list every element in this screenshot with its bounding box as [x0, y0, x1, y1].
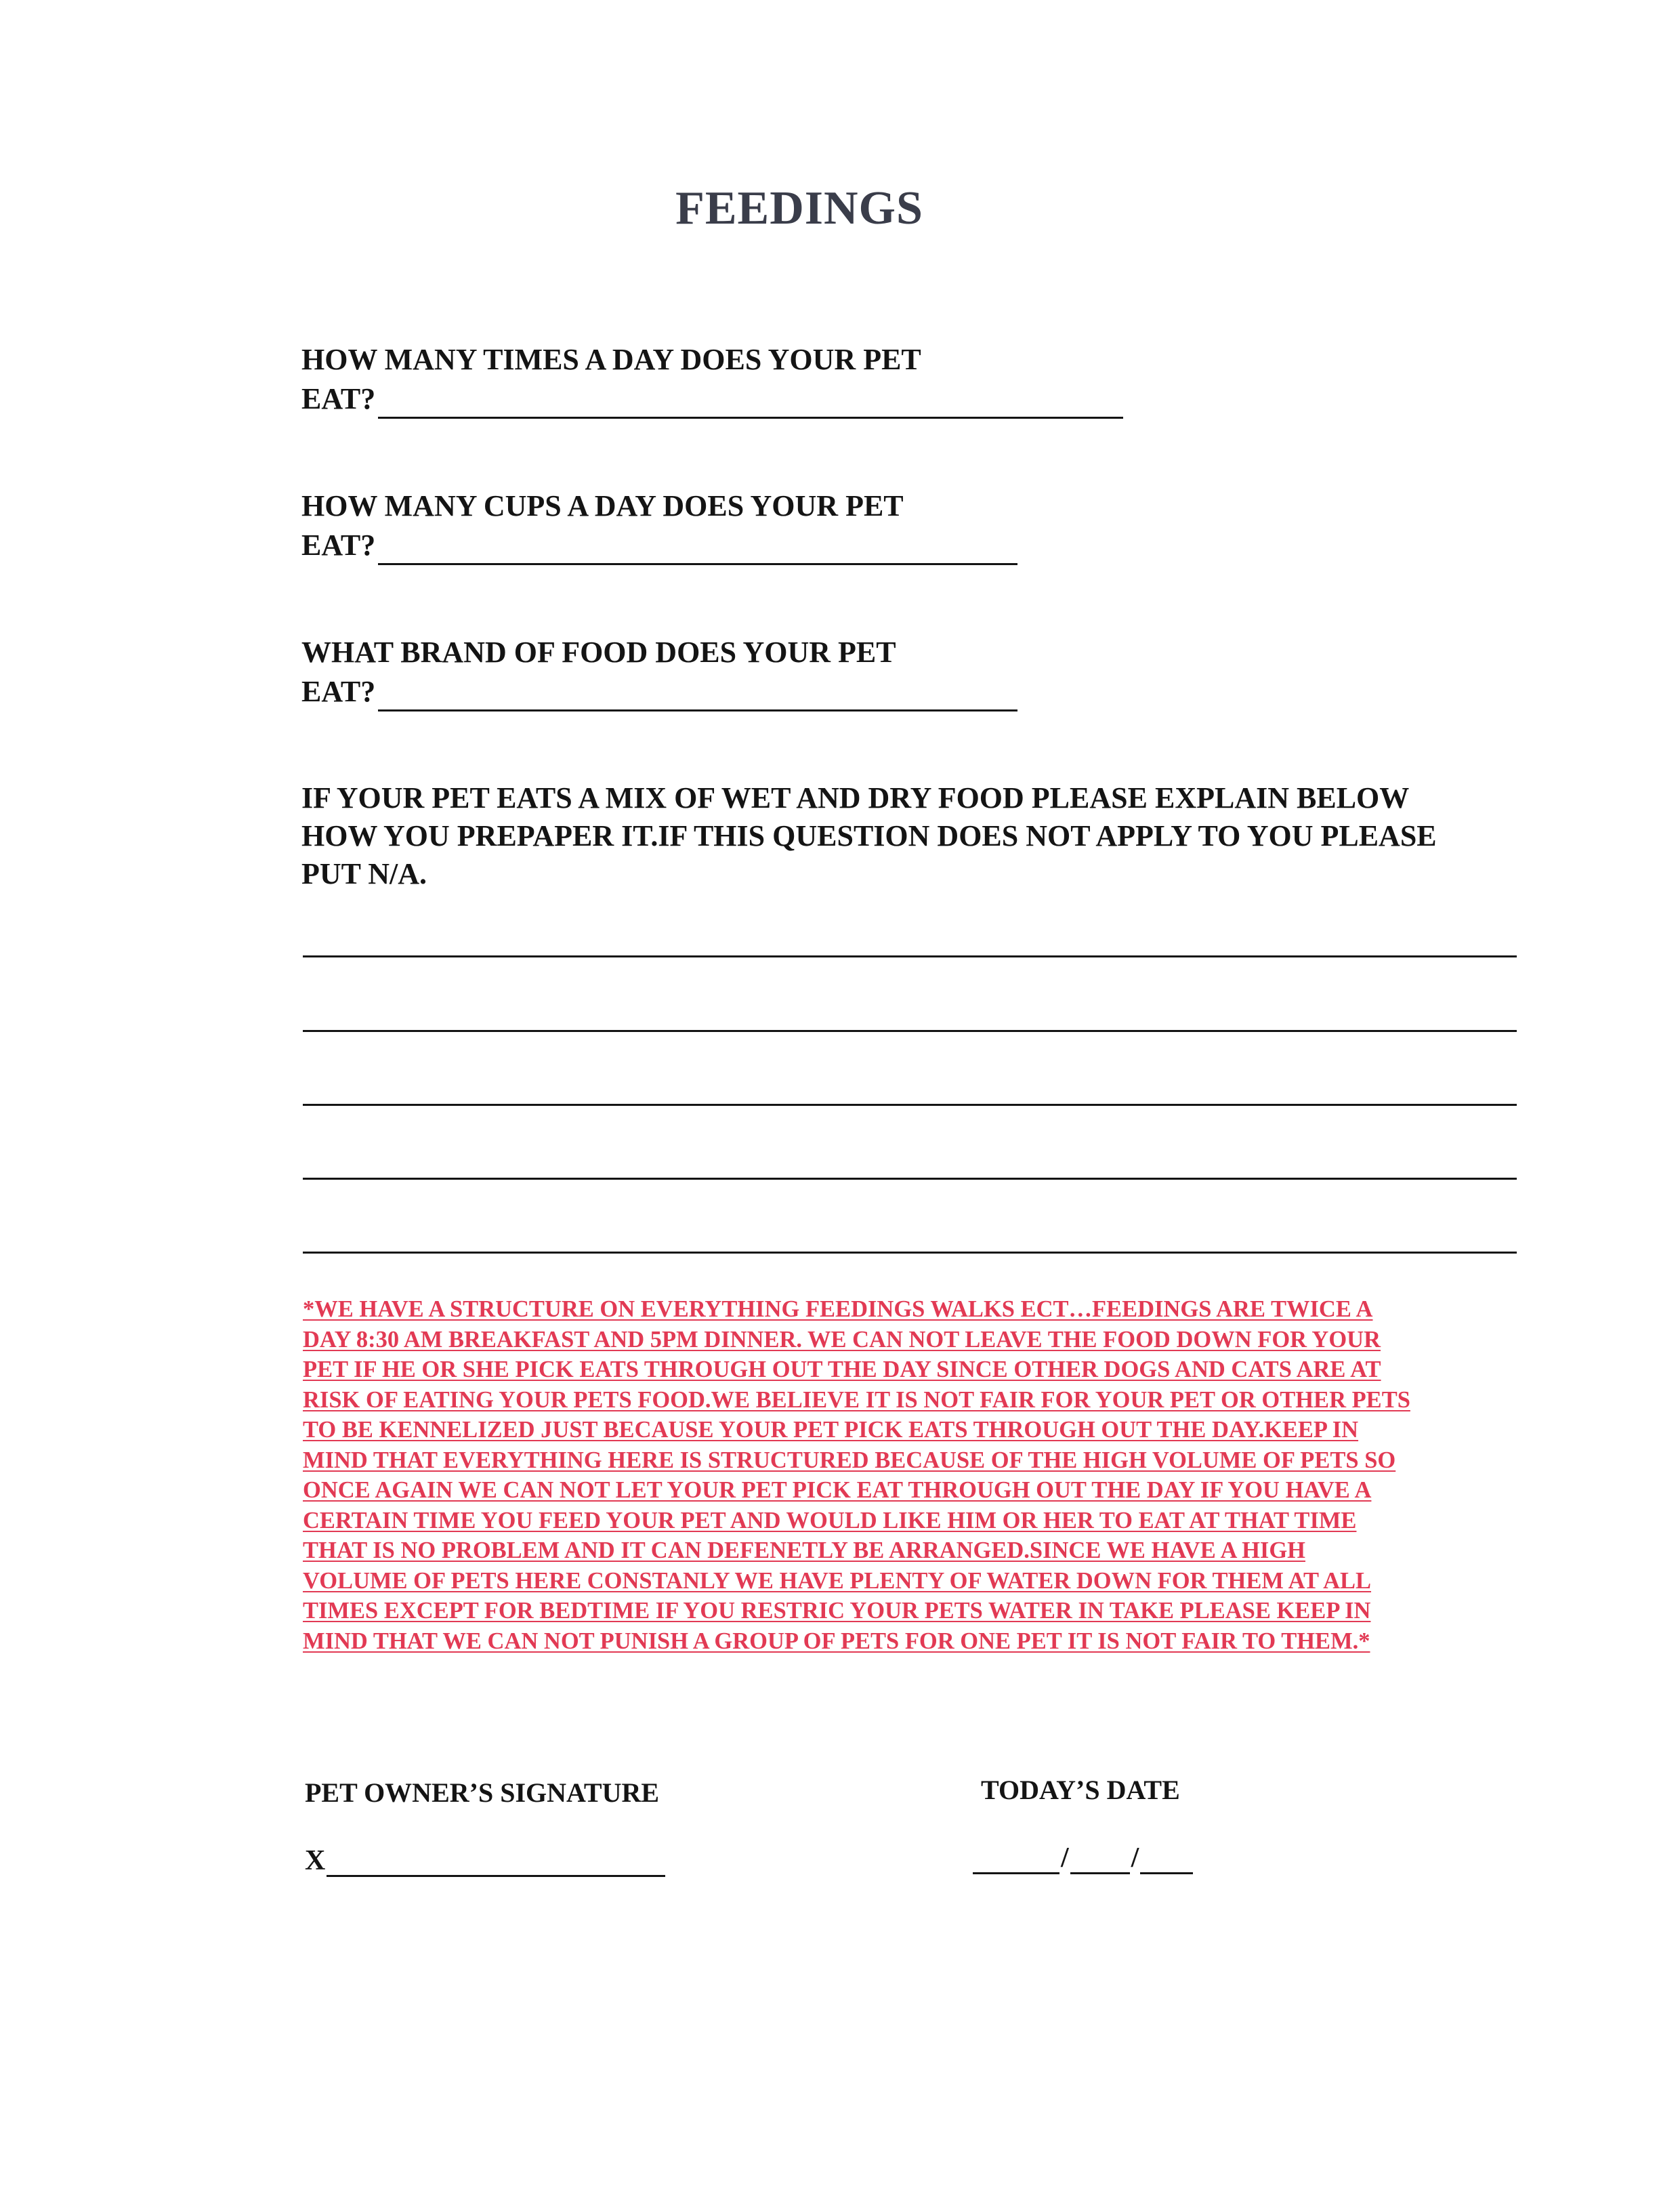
- notice-line: THAT IS NO PROBLEM AND IT CAN DEFENETLY BE ARRANGED.SINCE WE HAVE A HIGH: [303, 1537, 1306, 1563]
- notice-line: PET IF HE OR SHE PICK EATS THROUGH OUT THE DAY SINCE OTHER DOGS AND CATS ARE AT: [303, 1357, 1381, 1382]
- mix-answer-line-2[interactable]: [303, 1030, 1517, 1032]
- signature-field[interactable]: [327, 1849, 665, 1877]
- notice-line: MIND THAT EVERYTHING HERE IS STRUCTURED BECAUSE OF THE HIGH VOLUME OF PETS SO: [303, 1447, 1396, 1473]
- notice-line: TIMES EXCEPT FOR BEDTIME IF YOU RESTRIC YOUR PETS WATER IN TAKE PLEASE KEEP IN: [303, 1598, 1371, 1624]
- notice-line: CERTAIN TIME YOU FEED YOUR PET AND WOULD LIKE HIM OR HER TO EAT AT THAT TIME: [303, 1507, 1357, 1533]
- mix-food-question: [301, 779, 1528, 893]
- question-label-cont: EAT?: [301, 382, 376, 415]
- mix-answer-line-3[interactable]: [303, 1104, 1517, 1106]
- notice-line: *WE HAVE A STRUCTURE ON EVERYTHING FEEDINGS WALKS ECT…FEEDINGS ARE TWICE A: [303, 1296, 1373, 1322]
- mix-question-line: IF YOUR PET EATS A MIX OF WET AND DRY FOOD PLEASE EXPLAIN BELOW: [301, 781, 1410, 814]
- date-month-field[interactable]: [973, 1846, 1059, 1874]
- mix-question-line: PUT N/A.: [301, 857, 427, 890]
- mix-question-line: HOW YOU PREPAPER IT.IF THIS QUESTION DOES NOT APPLY TO YOU PLEASE: [301, 819, 1437, 852]
- notice-line: DAY 8:30 AM BREAKFAST AND 5PM DINNER. WE CAN NOT LEAVE THE FOOD DOWN FOR YOUR: [303, 1326, 1381, 1353]
- date-row: [973, 1842, 1193, 1874]
- date-separator: /: [1061, 1842, 1069, 1874]
- notice-line: ONCE AGAIN WE CAN NOT LET YOUR PET PICK EAT THROUGH OUT THE DAY IF YOU HAVE A: [303, 1477, 1372, 1503]
- question-cups-per-day: [301, 487, 1017, 565]
- question-label: HOW MANY CUPS A DAY DOES YOUR PET: [301, 489, 904, 522]
- mix-answer-line-4[interactable]: [303, 1178, 1517, 1180]
- cups-per-day-field[interactable]: [378, 536, 1017, 565]
- question-food-brand: [301, 633, 1017, 711]
- question-label-cont: EAT?: [301, 675, 376, 708]
- question-label: WHAT BRAND OF FOOD DOES YOUR PET: [301, 636, 896, 669]
- mix-answer-line-1[interactable]: [303, 955, 1517, 957]
- question-label: HOW MANY TIMES A DAY DOES YOUR PET: [301, 343, 921, 376]
- signature-row: [305, 1844, 665, 1877]
- date-label: TODAY’S DATE: [981, 1775, 1180, 1805]
- notice-line: VOLUME OF PETS HERE CONSTANLY WE HAVE PLENTY OF WATER DOWN FOR THEM AT ALL: [303, 1567, 1372, 1594]
- mix-answer-line-5[interactable]: [303, 1252, 1517, 1254]
- question-times-per-day: [301, 340, 1123, 419]
- food-brand-field[interactable]: [378, 682, 1017, 711]
- signature-prefix: X: [305, 1845, 326, 1876]
- date-year-field[interactable]: [1140, 1846, 1193, 1874]
- feeding-policy-notice: [303, 1294, 1522, 1656]
- notice-line: TO BE KENNELIZED JUST BECAUSE YOUR PET PICK EATS THROUGH OUT THE DAY.KEEP IN: [303, 1417, 1359, 1443]
- times-per-day-field[interactable]: [378, 390, 1123, 419]
- signature-label: PET OWNER’S SIGNATURE: [305, 1777, 660, 1808]
- notice-line: MIND THAT WE CAN NOT PUNISH A GROUP OF PETS FOR ONE PET IT IS NOT FAIR TO THEM.*: [303, 1628, 1370, 1654]
- question-label-cont: EAT?: [301, 529, 376, 562]
- date-day-field[interactable]: [1070, 1846, 1130, 1874]
- page-title: FEEDINGS: [675, 182, 923, 234]
- date-separator: /: [1131, 1842, 1139, 1874]
- notice-line: RISK OF EATING YOUR PETS FOOD.WE BELIEVE IT IS NOT FAIR FOR YOUR PET OR OTHER PETS: [303, 1386, 1410, 1413]
